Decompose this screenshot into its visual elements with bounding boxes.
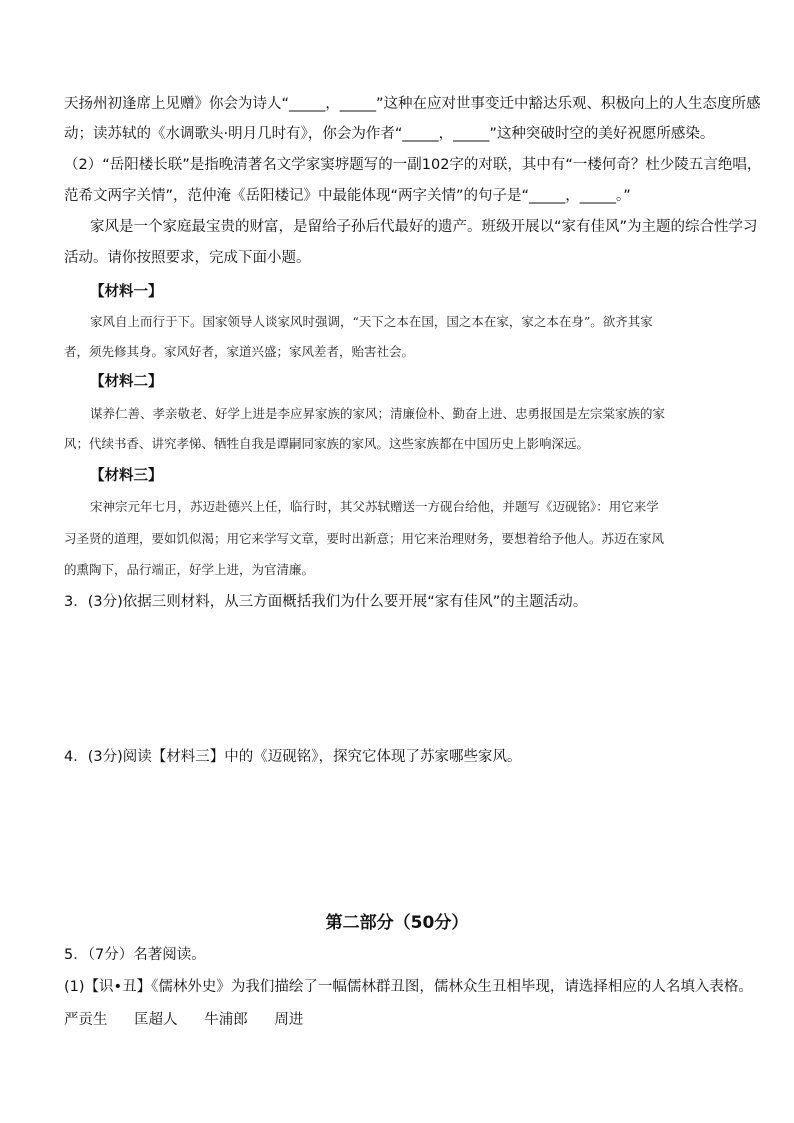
text-line-4: 范希文两字关情”，范仲淹《岳阳楼记》中最能体现“两字关情”的句子是“_____，_____。” <box>64 188 631 204</box>
material-2-text-2: 风；代续书香、讲究孝悌、牺牲自我是谭嗣同家族的家风。这些家族都在中国历史上影响深远。 <box>64 436 590 451</box>
name-option: 周进 <box>274 1012 304 1028</box>
material-3-text-2: 习圣贤的道理，要如饥似渴；用它来学写文章，要时出新意；用它来治理财务，要想着给予他人。苏迈在家风 <box>64 531 665 546</box>
section-2-title: 第二部分（50分） <box>325 913 469 933</box>
text-line-3: （2）“岳阳楼长联”是指晚清著名文学家窦垿题写的一副102字的对联，其中有“一楼何奇？杜少陵五言绝唱， <box>64 157 762 173</box>
material-1-text-1: 家风自上而行于下。国家领导人谈家风时强调，“天下之本在国，国之本在家，家之本在身”。欲齐其家 <box>90 314 653 329</box>
material-3-label: 【材料三】 <box>90 468 163 484</box>
intro-paragraph-line-2: 活动。请你按照要求，完成下面小题。 <box>64 250 311 266</box>
intro-paragraph-line-1: 家风是一个家庭最宝贵的财富，是留给子孙后代最好的遗产。班级开展以“家有佳风”为主题的综合性学习 <box>90 219 758 235</box>
material-2-label: 【材料二】 <box>90 374 163 390</box>
material-3-text-3: 的熏陶下，品行端正，好学上进，为官清廉。 <box>64 562 315 577</box>
question-5-part-1: (1)【识•丑】《儒林外史》为我们描绘了一幅儒林群丑图，儒林众生丑相毕现，请选择相应的人名填入表格。 <box>64 979 753 995</box>
text-line-2: 动；读苏轼的《水调歌头·明月几时有》，你会为作者“_____，_____”这种突破时空的美好祝愿所感染。 <box>64 126 715 142</box>
question-3: 3．(3分)依据三则材料，从三方面概括我们为什么要开展“家有佳风”的主题活动。 <box>64 594 588 610</box>
name-option: 匡超人 <box>134 1012 178 1028</box>
material-1-label: 【材料一】 <box>90 284 163 300</box>
question-4: 4．(3分)阅读【材料三】中的《迈砚铭》，探究它体现了苏家哪些家风。 <box>64 749 522 765</box>
name-options <box>64 1010 325 1030</box>
name-option: 严贡生 <box>64 1012 108 1028</box>
material-1-text-2: 者，须先修其身。家风好者，家道兴盛；家风差者，贻害社会。 <box>64 344 415 359</box>
name-option: 牛浦郎 <box>204 1012 248 1028</box>
material-2-text-1: 谋养仁善、孝亲敬老、好学上进是李应昇家族的家风；清廉俭朴、勤奋上进、忠勇报国是左宗棠家族的家 <box>90 406 666 421</box>
question-5: 5．（7分）名著阅读。 <box>64 947 206 963</box>
text-line-1: 天扬州初逢席上见赠》你会为诗人“_____，_____”这种在应对世事变迁中豁达乐观、积极向上的人生态度所感 <box>64 96 761 112</box>
material-3-text-1: 宋神宗元年七月，苏迈赴德兴上任，临行时，其父苏轼赠送一方砚台给他，并题写《迈砚铭》：用它来学 <box>90 499 659 514</box>
